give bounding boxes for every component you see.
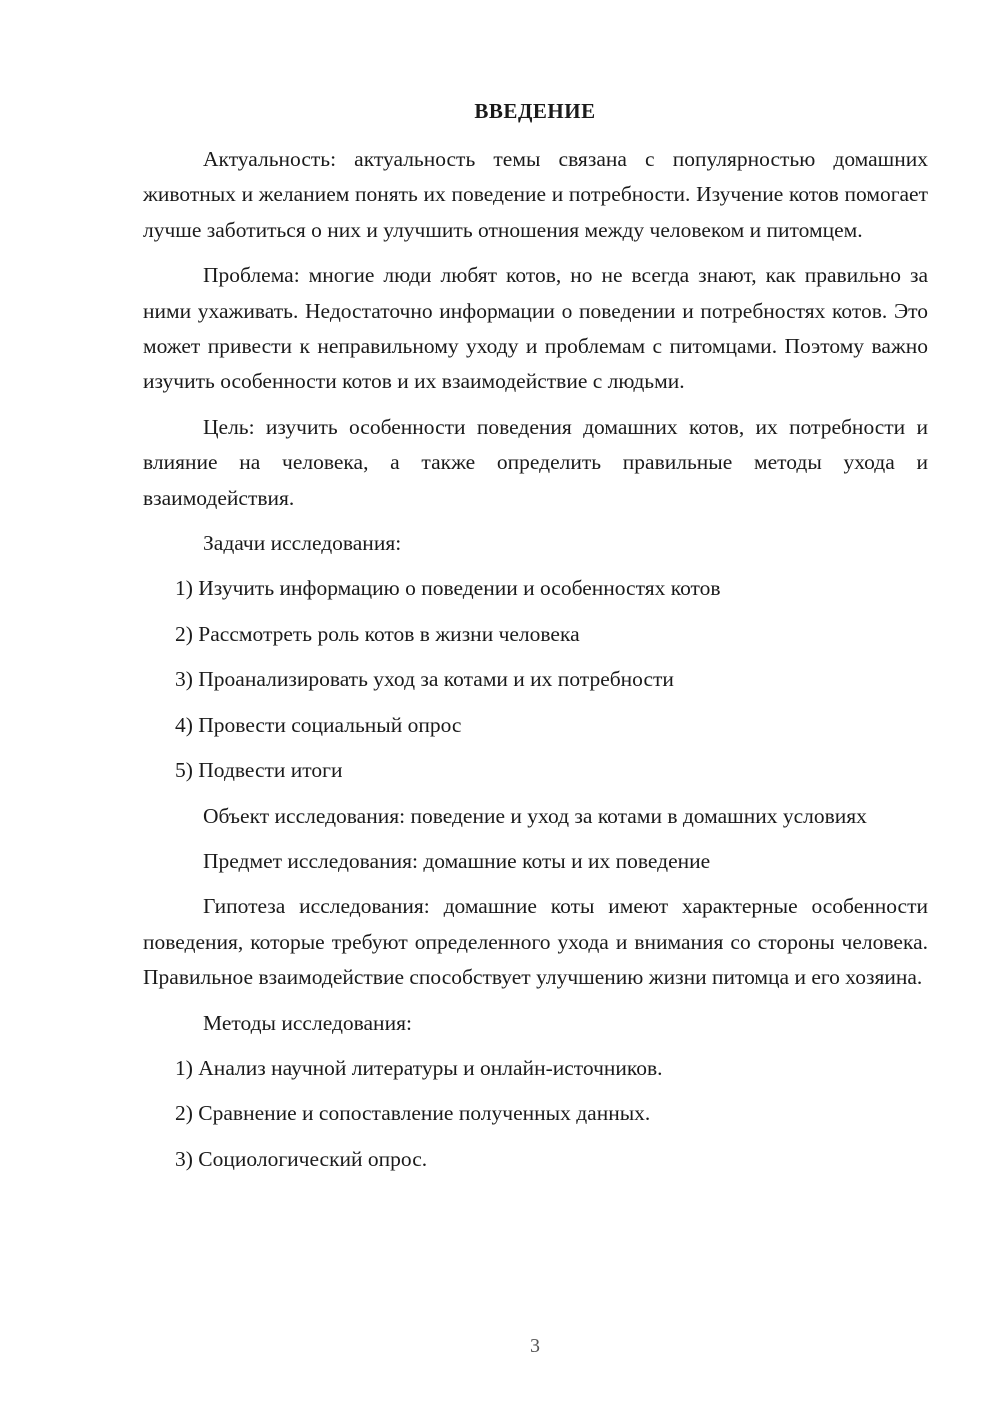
task-item: 4) Провести социальный опрос (175, 712, 462, 737)
method-item: 3) Социологический опрос. (175, 1146, 428, 1171)
relevance-paragraph: Актуальность: актуальность темы связана с популярностью домашних животных и желанием понять их поведение и потребности. Изучение котов помогает лучше заботиться о них и улучшить отношения между человеком и питомцем. (143, 147, 928, 242)
goal-paragraph: Цель: изучить особенности поведения домашних котов, их потребности и влияние на человека, а также определить правильные методы ухода и взаимодействия. (143, 414, 928, 510)
methods-heading: Методы исследования: (203, 1010, 412, 1035)
problem-paragraph: Проблема: многие люди любят котов, но не всегда знают, как правильно за ними ухаживать. Недостаточно информации о поведении и потребностях котов. Это может привести к неправильному уходу и проблемам с питомцами. Поэтому важно изучить особенности котов и их взаимодействие с людьми. (143, 263, 928, 394)
task-item: 2) Рассмотреть роль котов в жизни человека (175, 621, 580, 646)
hypothesis-paragraph: Гипотеза исследования: домашние коты имеют характерные особенности поведения, которые требуют определенного ухода и внимания со стороны человека. Правильное взаимодействие способствует улучшению жизни питомца и его хозяина. (143, 894, 928, 990)
document-body (143, 142, 928, 1187)
task-item: 3) Проанализировать уход за котами и их потребности (175, 667, 674, 692)
section-title: ВВЕДЕНИЕ (474, 99, 596, 123)
task-item: 1) Изучить информацию о поведении и особенностях котов (175, 576, 721, 601)
task-item: 5) Подвести итоги (175, 758, 343, 783)
subject-paragraph: Предмет исследования: домашние коты и их поведение (203, 848, 711, 873)
page-number: 3 (530, 1335, 540, 1357)
method-item: 2) Сравнение и сопоставление полученных данных. (175, 1101, 651, 1126)
method-item: 1) Анализ научной литературы и онлайн-источников. (175, 1055, 663, 1080)
object-paragraph: Объект исследования: поведение и уход за котами в домашних условиях (203, 803, 867, 828)
tasks-heading: Задачи исследования: (203, 531, 402, 556)
